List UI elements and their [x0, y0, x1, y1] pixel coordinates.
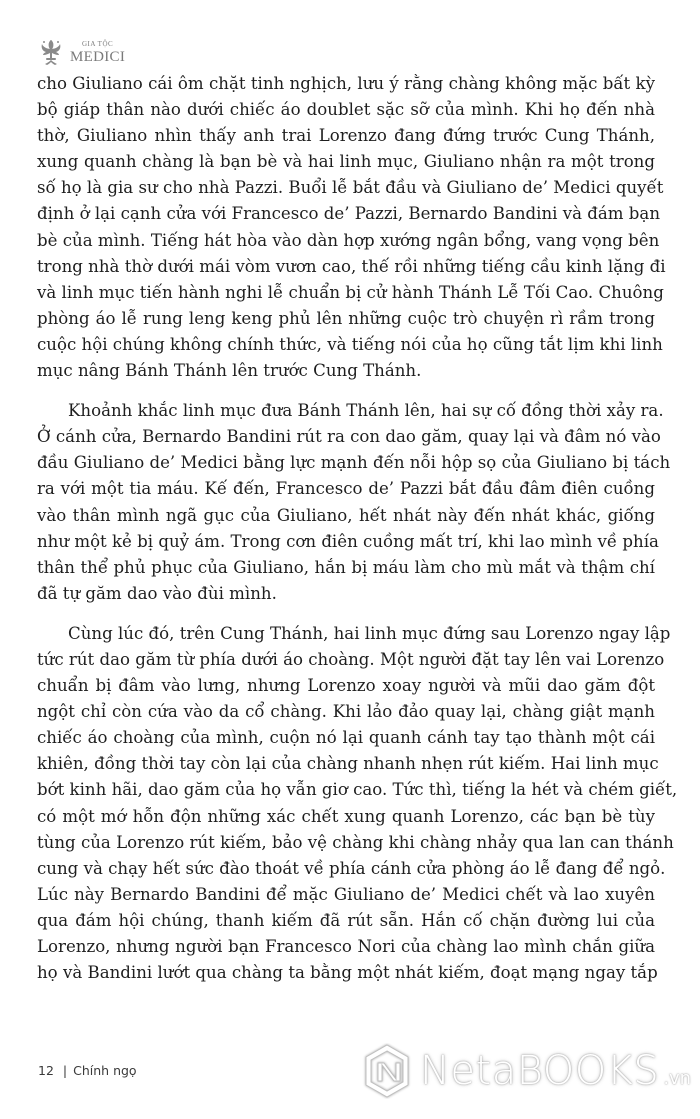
- text-line: đã tự găm dao vào đùi mình.: [37, 583, 277, 603]
- brand-name: MEDICI: [70, 49, 126, 65]
- text-line: Cùng lúc đó, trên Cung Thánh, hai linh mục đứng sau Lorenzo ngay lập: [68, 623, 671, 643]
- watermark: [362, 1043, 691, 1099]
- text-line: và linh mục tiến hành nghi lễ chuẩn bị cử hành Thánh Lễ Tối Cao. Chuông: [37, 282, 664, 302]
- text-line: chuẩn bị đâm vào lưng, nhưng Lorenzo xoay người và mũi dao găm đột: [37, 676, 655, 696]
- text-line: cho Giuliano cái ôm chặt tinh nghịch, lưu ý rằng chàng không mặc bất kỳ: [37, 74, 655, 93]
- text-line: định ở lại cạnh cửa với Francesco de’ Pazzi, Bernardo Bandini và đám bạn: [37, 204, 661, 224]
- page-number: 12: [38, 1063, 54, 1078]
- netabooks-logo-icon: [362, 1043, 412, 1099]
- brand-subtitle: GIA TỘC: [82, 40, 114, 48]
- running-header: [40, 38, 125, 68]
- text-line: ngột chỉ còn cứa vào da cổ chàng. Khi lảo đảo quay lại, chàng giật mạnh: [37, 702, 655, 722]
- text-line: đầu Giuliano de’ Medici bằng lực mạnh đến nỗi hộp sọ của Giuliano bị tách: [37, 453, 671, 473]
- footer-separator: |: [62, 1063, 68, 1078]
- paragraph-3: [37, 621, 677, 986]
- text-line: họ và Bandini lướt qua chàng ta bằng một nhát kiếm, đoạt mạng ngay tắp: [37, 963, 658, 983]
- text-line: số họ là gia sư cho nhà Pazzi. Buổi lễ bắt đầu và Giuliano de’ Medici quyết: [37, 178, 664, 198]
- text-line: thờ, Giuliano nhìn thấy anh trai Lorenzo đang đứng trước Cung Thánh,: [37, 126, 655, 146]
- paragraph-2: [37, 398, 677, 607]
- fleur-de-lis-icon: [40, 40, 62, 66]
- text-line: Khoảnh khắc linh mục đưa Bánh Thánh lên, hai sự cố đồng thời xảy ra.: [68, 401, 664, 421]
- text-line: Lúc này Bernardo Bandini để mặc Giuliano de’ Medici chết và lao xuyên: [37, 884, 655, 904]
- text-line: thân thể phủ phục của Giuliano, hắn bị máu làm cho mù mắt và thậm chí: [37, 557, 655, 577]
- text-line: bè của mình. Tiếng hát hòa vào dàn hợp xướng ngân bổng, vang vọng bên: [37, 230, 660, 250]
- section-title: Chính ngọ: [73, 1063, 137, 1078]
- text-line: xung quanh chàng là bạn bè và hai linh mục, Giuliano nhận ra một trong: [37, 152, 655, 172]
- text-line: bớt kinh hãi, dao găm của họ vẫn giơ cao. Tức thì, tiếng la hét và chém giết,: [37, 780, 678, 800]
- text-line: khiên, đồng thời tay còn lại của chàng nhanh nhẹn rút kiếm. Hai linh mục: [37, 754, 659, 774]
- text-line: chiếc áo choàng của mình, cuộn nó lại quanh cánh tay tạo thành một cái: [37, 728, 655, 748]
- text-line: cung và chạy hết sức đào thoát về phía cánh cửa phòng áo lễ đang để ngỏ.: [37, 858, 666, 878]
- text-line: có một mớ hỗn độn những xác chết xung quanh Lorenzo, các bạn bè tùy: [37, 806, 655, 826]
- text-line: trong nhà thờ dưới mái vòm vươn cao, thế rồi những tiếng cầu kinh lặng đi: [37, 256, 666, 276]
- text-line: tức rút dao găm từ phía dưới áo choàng. Một người đặt tay lên vai Lorenzo: [37, 649, 665, 669]
- running-footer: [38, 1063, 137, 1078]
- text-line: phòng áo lễ rung leng keng phủ lên những cuộc trò chuyện rì rầm trong: [37, 308, 655, 328]
- paragraph-1: [37, 71, 677, 384]
- text-line: ra với một tia máu. Kế đến, Francesco de’ Pazzi bắt đầu đâm điên cuồng: [37, 479, 655, 499]
- text-line: bộ giáp thân nào dưới chiếc áo doublet sặc sỡ của mình. Khi họ đến nhà: [37, 100, 655, 120]
- brand-title: [70, 41, 125, 65]
- text-line: vào thân mình ngã gục của Giuliano, hết nhát này đến nhát khác, giống: [37, 505, 655, 525]
- text-line: như một kẻ bị quỷ ám. Trong cơn điên cuồng mất trí, khi lao mình về phía: [37, 531, 659, 551]
- text-line: tùng của Lorenzo rút kiếm, bảo vệ chàng khi chàng nhảy qua lan can thánh: [37, 832, 674, 852]
- watermark-brand: NetaBOOKS: [420, 1048, 660, 1094]
- page-body: [37, 71, 677, 986]
- text-line: cuộc hội chúng không chính thức, và tiếng nói của họ cũng tắt lịm khi linh: [37, 334, 663, 354]
- text-line: qua đám hội chúng, thanh kiếm đã rút sẵn. Hắn cố chặn đường lui của: [37, 910, 655, 930]
- text-line: mục nâng Bánh Thánh lên trước Cung Thánh.: [37, 361, 422, 381]
- text-line: Ở cánh cửa, Bernardo Bandini rút ra con dao găm, quay lại và đâm nó vào: [37, 427, 661, 447]
- text-line: Lorenzo, nhưng người bạn Francesco Nori của chàng lao mình chắn giữa: [37, 937, 655, 956]
- watermark-domain: .vn: [663, 1067, 692, 1089]
